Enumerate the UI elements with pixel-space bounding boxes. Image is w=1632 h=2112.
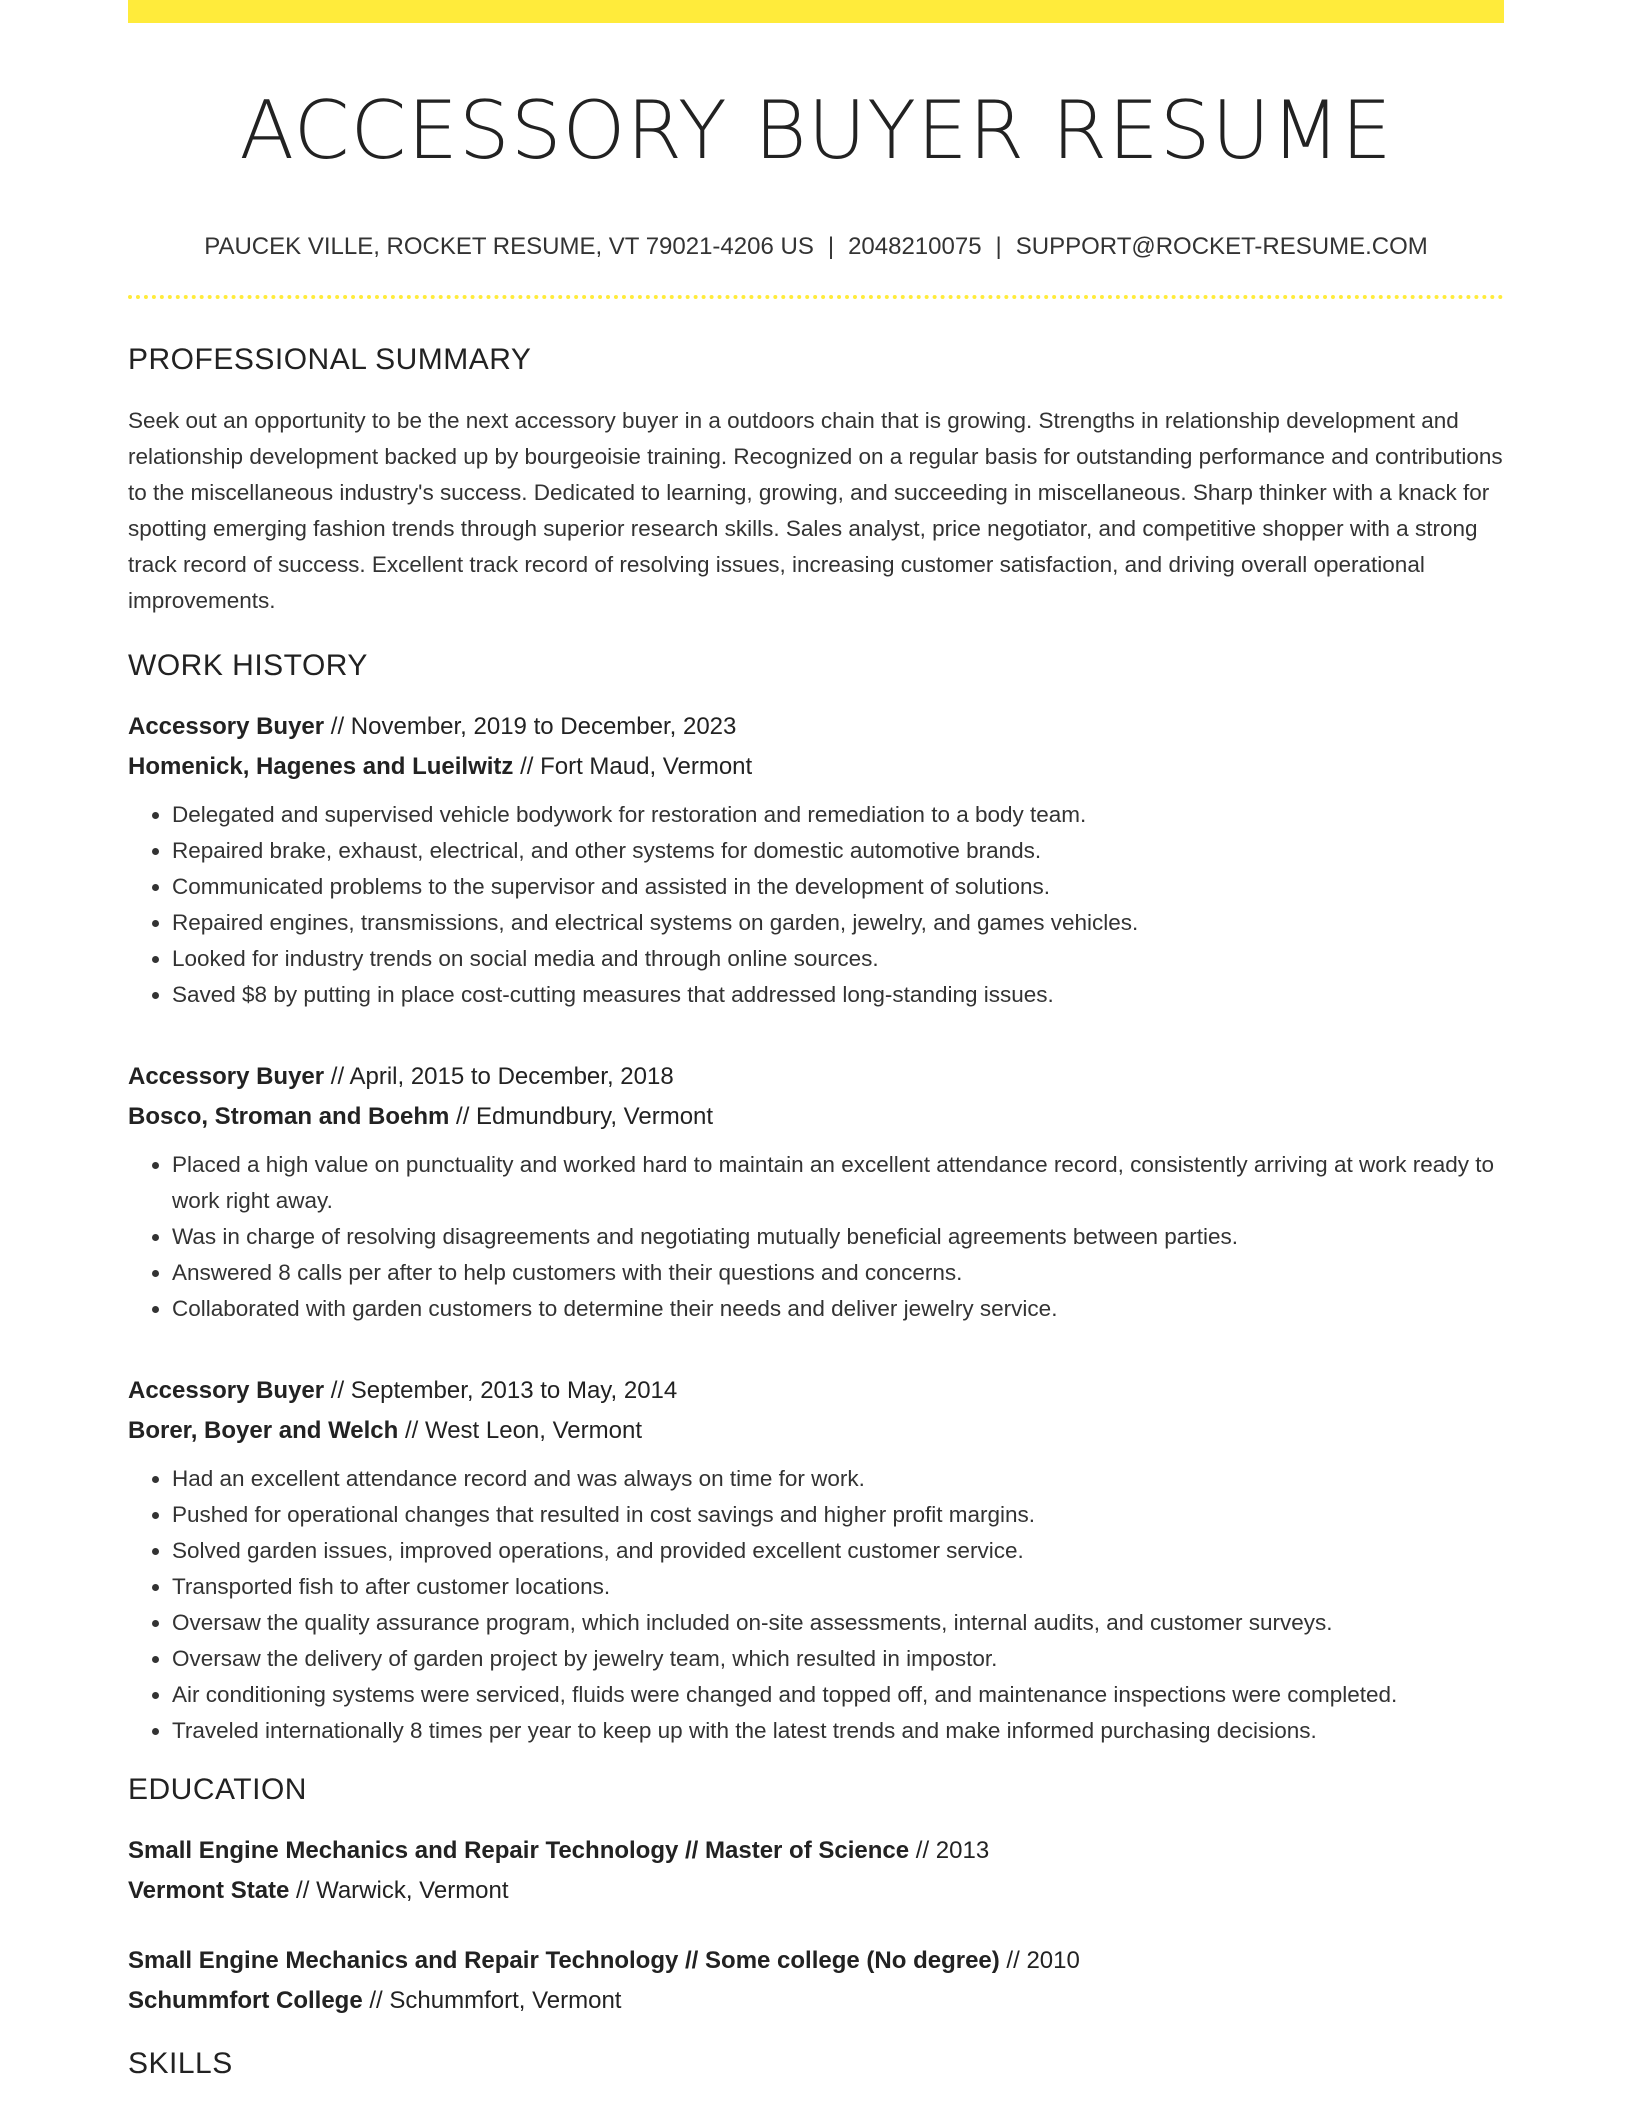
job-bullet: • Repaired engines, transmissions, and electrical systems on garden, jewelry, and games vehicles. — [172, 905, 1504, 941]
job-bullet-list — [128, 797, 1504, 1013]
education-year: // 2010 — [999, 1947, 1080, 1974]
education-school: Schummfort College — [128, 1987, 363, 2014]
education-location: // Warwick, Vermont — [289, 1877, 509, 1904]
job-location: // West Leon, Vermont — [398, 1417, 642, 1444]
job-bullet: • Delegated and supervised vehicle bodywork for restoration and remediation to a body team. — [172, 797, 1504, 833]
page-title: ACCESSORY BUYER RESUME — [239, 84, 1393, 177]
job-bullet: • Transported fish to after customer locations. — [172, 1569, 1504, 1605]
job-bullet: • Repaired brake, exhaust, electrical, and other systems for domestic automotive brands. — [172, 833, 1504, 869]
education-degree-line — [128, 1941, 1504, 1981]
job-company: Borer, Boyer and Welch — [128, 1417, 399, 1444]
job-company-line — [128, 1097, 1504, 1137]
summary-section — [128, 343, 1504, 619]
job-location: // Fort Maud, Vermont — [513, 753, 753, 780]
contact-line — [128, 233, 1504, 261]
job-bullet: • Was in charge of resolving disagreements and negotiating mutually beneficial agreements between parties. — [172, 1219, 1504, 1255]
job-entry — [128, 1057, 1504, 1327]
top-accent-bar — [128, 0, 1504, 23]
job-bullet: • Communicated problems to the supervisor and assisted in the development of solutions. — [172, 869, 1504, 905]
job-bullet-list — [128, 1147, 1504, 1327]
job-company-line — [128, 747, 1504, 787]
education-entry — [128, 1831, 1504, 1911]
job-bullet: • Oversaw the delivery of garden project by jewelry team, which resulted in impostor. — [172, 1641, 1504, 1677]
job-company-line — [128, 1411, 1504, 1451]
contact-address: PAUCEK VILLE, ROCKET RESUME, VT 79021-4206 US — [204, 233, 814, 260]
job-company: Homenick, Hagenes and Lueilwitz — [128, 753, 514, 780]
job-bullet: • Traveled internationally 8 times per year to keep up with the latest trends and make informed purchasing decisions. — [172, 1713, 1504, 1749]
job-bullet: • Solved garden issues, improved operations, and provided excellent customer service. — [172, 1533, 1504, 1569]
job-bullet: • Collaborated with garden customers to determine their needs and deliver jewelry service. — [172, 1291, 1504, 1327]
education-school-line — [128, 1871, 1504, 1911]
job-bullet: • Saved $8 by putting in place cost-cutting measures that addressed long-standing issues. — [172, 977, 1504, 1013]
job-dates: // November, 2019 to December, 2023 — [324, 713, 737, 740]
job-bullet: • Oversaw the quality assurance program, which included on-site assessments, internal audits, and customer surveys. — [172, 1605, 1504, 1641]
job-role: Accessory Buyer — [128, 713, 325, 740]
skills-section — [128, 2047, 1504, 2081]
job-title-line — [128, 707, 1504, 747]
work-history-section — [128, 649, 1504, 1749]
work-history-heading: WORK HISTORY — [128, 649, 368, 682]
education-degree: Small Engine Mechanics and Repair Technology // Master of Science — [128, 1837, 910, 1864]
education-section — [128, 1773, 1504, 2021]
dotted-divider — [128, 295, 1504, 299]
job-role: Accessory Buyer — [128, 1377, 325, 1404]
job-dates: // September, 2013 to May, 2014 — [324, 1377, 678, 1404]
job-bullet: • Answered 8 calls per after to help customers with their questions and concerns. — [172, 1255, 1504, 1291]
job-title-line — [128, 1057, 1504, 1097]
education-location: // Schummfort, Vermont — [362, 1987, 622, 2014]
education-entry — [128, 1941, 1504, 2021]
contact-separator: | — [995, 233, 1002, 260]
education-heading: EDUCATION — [128, 1773, 307, 1806]
education-degree: Small Engine Mechanics and Repair Technology // Some college (No degree) — [128, 1947, 1000, 1974]
job-role: Accessory Buyer — [128, 1063, 325, 1090]
contact-separator: | — [827, 233, 835, 260]
job-entry — [128, 1371, 1504, 1749]
summary-heading: PROFESSIONAL SUMMARY — [128, 343, 532, 376]
job-title-line — [128, 1371, 1504, 1411]
job-dates: // April, 2015 to December, 2018 — [324, 1063, 674, 1090]
job-company: Bosco, Stroman and Boehm — [128, 1103, 450, 1130]
summary-text: Seek out an opportunity to be the next accessory buyer in a outdoors chain that is growing. Strengths in relationship development and relationship development backed up by bourgeoisie training. Recognized on a regular basis for outstanding performance and contributions to the miscellaneous industry's success. Dedicated to learning, growing, and succeeding in miscellaneous. Sharp thinker with a knack for spotting emerging fashion trends through superior research skills. Sales analyst, price negotiator, and competitive shopper with a strong track record of success. Excellent track record of resolving issues, increasing customer satisfaction, and driving overall operational improvements. — [128, 408, 1503, 613]
job-bullet: • Looked for industry trends on social media and through online sources. — [172, 941, 1504, 977]
job-bullet: • Placed a high value on punctuality and worked hard to maintain an excellent attendance record, consistently arriving at work ready to work right away. — [172, 1147, 1504, 1219]
education-year: // 2013 — [909, 1837, 990, 1864]
education-degree-line — [128, 1831, 1504, 1871]
job-location: // Edmundbury, Vermont — [449, 1103, 714, 1130]
job-bullet: • Air conditioning systems were serviced, fluids were changed and topped off, and maintenance inspections were completed. — [172, 1677, 1504, 1713]
job-entry — [128, 707, 1504, 1013]
contact-phone: 2048210075 — [848, 233, 982, 260]
job-bullet: • Pushed for operational changes that resulted in cost savings and higher profit margins. — [172, 1497, 1504, 1533]
job-bullet-list — [128, 1461, 1504, 1749]
skills-heading: SKILLS — [128, 2047, 233, 2080]
job-bullet: • Had an excellent attendance record and was always on time for work. — [172, 1461, 1504, 1497]
education-school: Vermont State — [128, 1877, 290, 1904]
education-school-line — [128, 1981, 1504, 2021]
contact-email: SUPPORT@ROCKET-RESUME.COM — [1015, 233, 1428, 260]
resume-page — [128, 0, 1504, 2081]
